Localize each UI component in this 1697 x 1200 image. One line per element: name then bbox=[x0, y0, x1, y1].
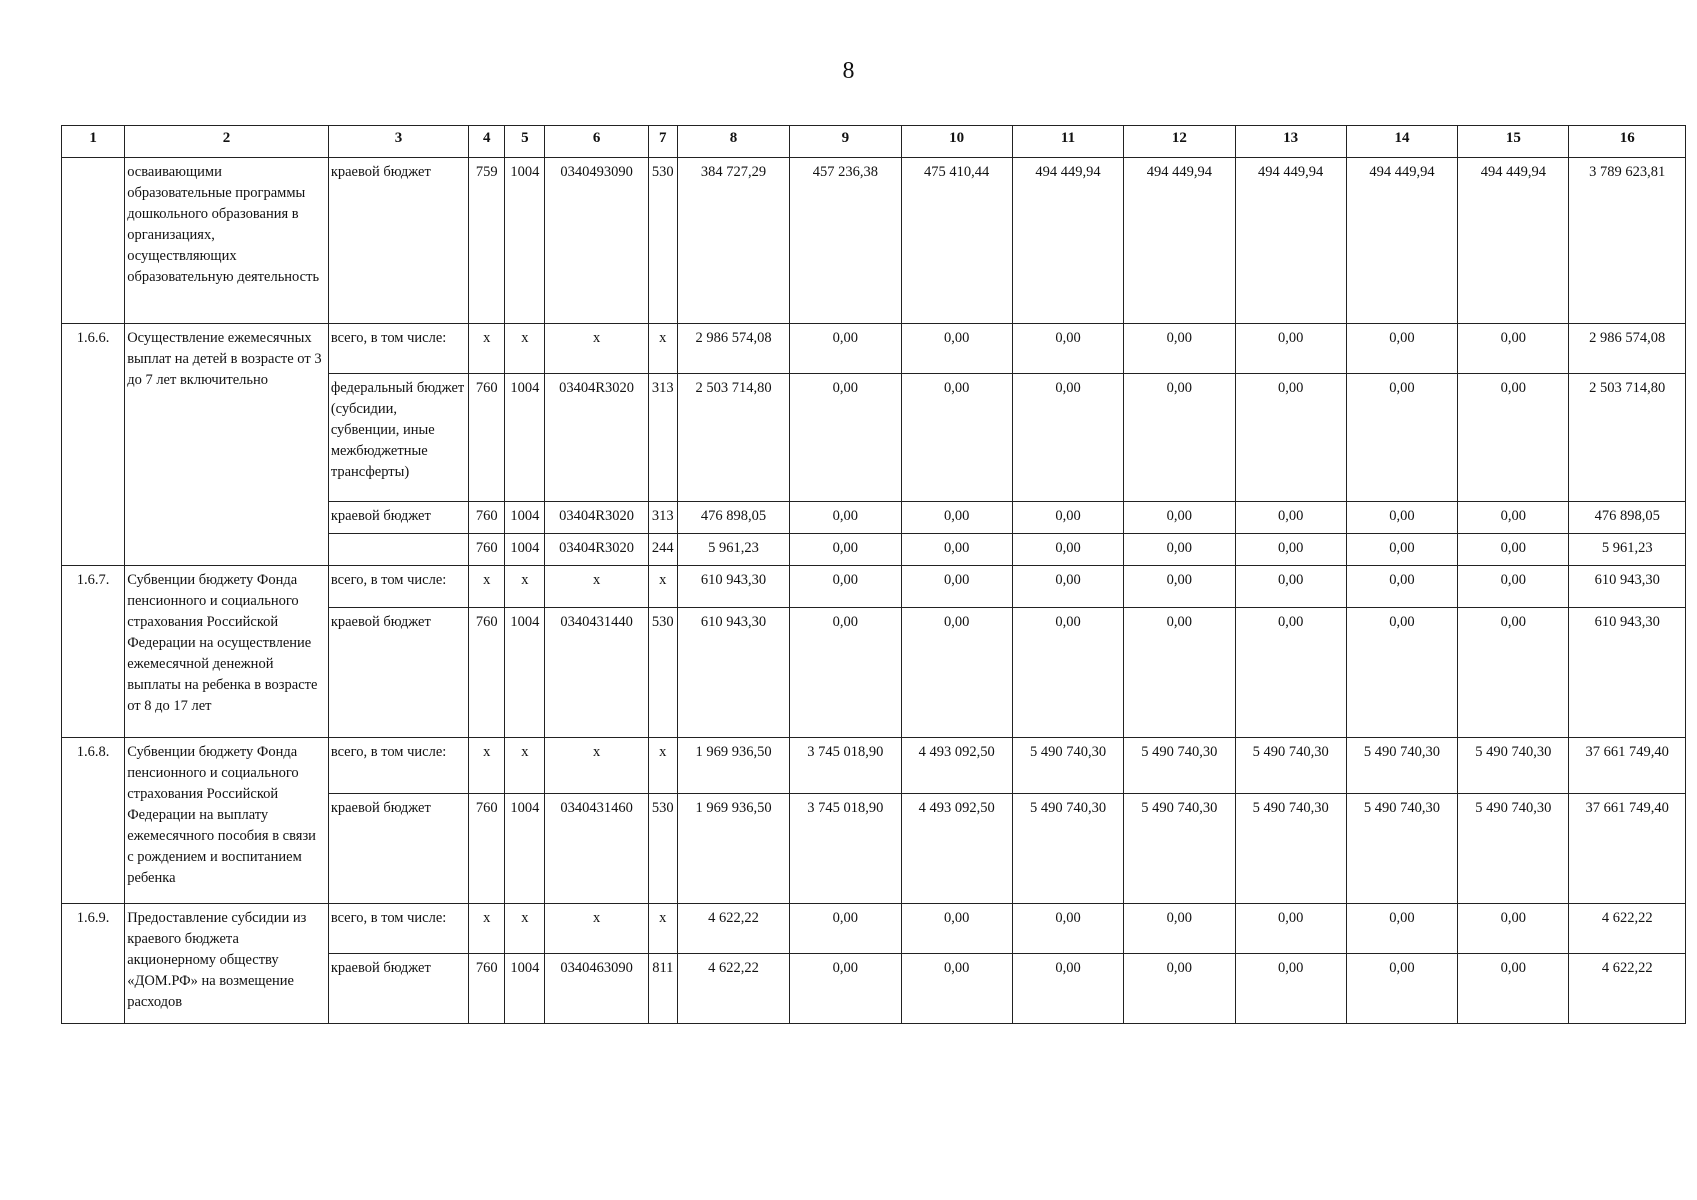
value-col-12: 0,00 bbox=[1124, 534, 1235, 566]
code-col-5: 1004 bbox=[505, 534, 545, 566]
value-col-15: 0,00 bbox=[1458, 324, 1569, 374]
code-col-7: 313 bbox=[648, 374, 677, 502]
value-col-9: 0,00 bbox=[790, 954, 901, 1024]
code-col-5: x bbox=[505, 324, 545, 374]
code-col-5: 1004 bbox=[505, 794, 545, 904]
column-header-14: 14 bbox=[1346, 126, 1457, 158]
value-col-9: 0,00 bbox=[790, 324, 901, 374]
funding-source: всего, в том числе: bbox=[328, 738, 468, 794]
value-col-8: 1 969 936,50 bbox=[677, 794, 789, 904]
value-col-14: 0,00 bbox=[1346, 954, 1457, 1024]
value-col-10: 0,00 bbox=[901, 502, 1012, 534]
value-col-8: 5 961,23 bbox=[677, 534, 789, 566]
funding-source: краевой бюджет bbox=[328, 158, 468, 324]
row-number: 1.6.8. bbox=[62, 738, 125, 904]
row-number: 1.6.7. bbox=[62, 566, 125, 738]
column-header-11: 11 bbox=[1012, 126, 1123, 158]
value-col-14: 0,00 bbox=[1346, 374, 1457, 502]
value-col-8: 476 898,05 bbox=[677, 502, 789, 534]
header-row bbox=[62, 126, 1686, 158]
value-col-16: 2 986 574,08 bbox=[1569, 324, 1686, 374]
column-header-15: 15 bbox=[1458, 126, 1569, 158]
code-col-7: x bbox=[648, 566, 677, 608]
value-col-15: 494 449,94 bbox=[1458, 158, 1569, 324]
code-col-4: 760 bbox=[469, 502, 505, 534]
code-col-5: x bbox=[505, 566, 545, 608]
column-header-10: 10 bbox=[901, 126, 1012, 158]
code-col-6: 0340431440 bbox=[545, 608, 648, 738]
value-col-13: 0,00 bbox=[1235, 608, 1346, 738]
funding-source: краевой бюджет bbox=[328, 794, 468, 904]
value-col-11: 0,00 bbox=[1012, 502, 1123, 534]
value-col-11: 0,00 bbox=[1012, 566, 1123, 608]
value-col-13: 0,00 bbox=[1235, 374, 1346, 502]
value-col-16: 3 789 623,81 bbox=[1569, 158, 1686, 324]
funding-source: краевой бюджет bbox=[328, 608, 468, 738]
value-col-10: 0,00 bbox=[901, 566, 1012, 608]
value-col-13: 0,00 bbox=[1235, 904, 1346, 954]
value-col-10: 0,00 bbox=[901, 534, 1012, 566]
value-col-10: 0,00 bbox=[901, 954, 1012, 1024]
funding-source: всего, в том числе: bbox=[328, 324, 468, 374]
value-col-11: 0,00 bbox=[1012, 954, 1123, 1024]
code-col-6: 03404R3020 bbox=[545, 374, 648, 502]
column-header-1: 1 bbox=[62, 126, 125, 158]
value-col-13: 5 490 740,30 bbox=[1235, 738, 1346, 794]
value-col-11: 0,00 bbox=[1012, 534, 1123, 566]
value-col-15: 0,00 bbox=[1458, 566, 1569, 608]
table-row bbox=[62, 566, 1686, 608]
value-col-14: 5 490 740,30 bbox=[1346, 738, 1457, 794]
value-col-15: 0,00 bbox=[1458, 502, 1569, 534]
code-col-6: x bbox=[545, 566, 648, 608]
code-col-4: 760 bbox=[469, 954, 505, 1024]
code-col-7: x bbox=[648, 738, 677, 794]
value-col-13: 0,00 bbox=[1235, 502, 1346, 534]
value-col-15: 0,00 bbox=[1458, 534, 1569, 566]
column-header-13: 13 bbox=[1235, 126, 1346, 158]
value-col-12: 0,00 bbox=[1124, 566, 1235, 608]
value-col-14: 494 449,94 bbox=[1346, 158, 1457, 324]
row-number: 1.6.6. bbox=[62, 324, 125, 566]
funding-source: всего, в том числе: bbox=[328, 904, 468, 954]
code-col-7: x bbox=[648, 324, 677, 374]
code-col-4: x bbox=[469, 324, 505, 374]
column-header-5: 5 bbox=[505, 126, 545, 158]
code-col-6: 03404R3020 bbox=[545, 502, 648, 534]
code-col-4: 760 bbox=[469, 534, 505, 566]
value-col-12: 0,00 bbox=[1124, 904, 1235, 954]
table-body bbox=[62, 158, 1686, 1024]
value-col-15: 0,00 bbox=[1458, 608, 1569, 738]
code-col-4: x bbox=[469, 904, 505, 954]
code-col-4: 760 bbox=[469, 608, 505, 738]
row-number bbox=[62, 158, 125, 324]
table-row bbox=[62, 904, 1686, 954]
value-col-16: 37 661 749,40 bbox=[1569, 738, 1686, 794]
code-col-6: 03404R3020 bbox=[545, 534, 648, 566]
value-col-11: 0,00 bbox=[1012, 324, 1123, 374]
code-col-6: x bbox=[545, 904, 648, 954]
value-col-14: 5 490 740,30 bbox=[1346, 794, 1457, 904]
value-col-11: 0,00 bbox=[1012, 374, 1123, 502]
value-col-10: 4 493 092,50 bbox=[901, 738, 1012, 794]
value-col-14: 0,00 bbox=[1346, 608, 1457, 738]
value-col-10: 0,00 bbox=[901, 324, 1012, 374]
column-header-9: 9 bbox=[790, 126, 901, 158]
code-col-6: 0340431460 bbox=[545, 794, 648, 904]
code-col-7: 530 bbox=[648, 608, 677, 738]
code-col-6: 0340493090 bbox=[545, 158, 648, 324]
value-col-16: 4 622,22 bbox=[1569, 954, 1686, 1024]
code-col-6: 0340463090 bbox=[545, 954, 648, 1024]
value-col-9: 0,00 bbox=[790, 566, 901, 608]
value-col-10: 475 410,44 bbox=[901, 158, 1012, 324]
code-col-7: 811 bbox=[648, 954, 677, 1024]
value-col-16: 37 661 749,40 bbox=[1569, 794, 1686, 904]
activity-name: Субвенции бюджету Фонда пенсионного и социального страхования Российской Федерации на осуществление ежемесячной денежной выплаты на ребенка в возрасте от 8 до 17 лет bbox=[125, 566, 329, 738]
value-col-12: 494 449,94 bbox=[1124, 158, 1235, 324]
code-col-5: 1004 bbox=[505, 502, 545, 534]
value-col-15: 5 490 740,30 bbox=[1458, 794, 1569, 904]
value-col-12: 0,00 bbox=[1124, 608, 1235, 738]
value-col-14: 0,00 bbox=[1346, 534, 1457, 566]
value-col-8: 4 622,22 bbox=[677, 904, 789, 954]
value-col-8: 384 727,29 bbox=[677, 158, 789, 324]
value-col-13: 0,00 bbox=[1235, 324, 1346, 374]
value-col-9: 457 236,38 bbox=[790, 158, 901, 324]
column-header-6: 6 bbox=[545, 126, 648, 158]
value-col-11: 494 449,94 bbox=[1012, 158, 1123, 324]
page-number: 8 bbox=[842, 58, 855, 84]
activity-name: осваивающими образовательные программы дошкольного образования в организациях, осуществляющих образовательную деятельность bbox=[125, 158, 329, 324]
funding-source: краевой бюджет bbox=[328, 954, 468, 1024]
funding-source: федеральный бюджет (субсидии, субвенции, иные межбюджетные трансферты) bbox=[328, 374, 468, 502]
value-col-11: 0,00 bbox=[1012, 608, 1123, 738]
value-col-12: 0,00 bbox=[1124, 954, 1235, 1024]
value-col-11: 0,00 bbox=[1012, 904, 1123, 954]
value-col-16: 610 943,30 bbox=[1569, 608, 1686, 738]
table-row bbox=[62, 158, 1686, 324]
table-row bbox=[62, 738, 1686, 794]
table-header bbox=[62, 126, 1686, 158]
value-col-10: 0,00 bbox=[901, 904, 1012, 954]
column-header-4: 4 bbox=[469, 126, 505, 158]
code-col-4: 759 bbox=[469, 158, 505, 324]
code-col-4: x bbox=[469, 738, 505, 794]
value-col-15: 0,00 bbox=[1458, 954, 1569, 1024]
code-col-7: 530 bbox=[648, 794, 677, 904]
code-col-7: x bbox=[648, 904, 677, 954]
value-col-10: 0,00 bbox=[901, 374, 1012, 502]
code-col-5: x bbox=[505, 904, 545, 954]
value-col-8: 2 503 714,80 bbox=[677, 374, 789, 502]
value-col-8: 610 943,30 bbox=[677, 566, 789, 608]
value-col-9: 0,00 bbox=[790, 608, 901, 738]
value-col-9: 0,00 bbox=[790, 502, 901, 534]
value-col-10: 4 493 092,50 bbox=[901, 794, 1012, 904]
column-header-2: 2 bbox=[125, 126, 329, 158]
activity-name: Осуществление ежемесячных выплат на детей в возрасте от 3 до 7 лет включительно bbox=[125, 324, 329, 566]
column-header-3: 3 bbox=[328, 126, 468, 158]
value-col-12: 5 490 740,30 bbox=[1124, 738, 1235, 794]
value-col-12: 0,00 bbox=[1124, 374, 1235, 502]
value-col-8: 2 986 574,08 bbox=[677, 324, 789, 374]
budget-table bbox=[61, 125, 1686, 1024]
value-col-16: 2 503 714,80 bbox=[1569, 374, 1686, 502]
code-col-4: 760 bbox=[469, 374, 505, 502]
value-col-12: 5 490 740,30 bbox=[1124, 794, 1235, 904]
column-header-12: 12 bbox=[1124, 126, 1235, 158]
column-header-8: 8 bbox=[677, 126, 789, 158]
value-col-9: 0,00 bbox=[790, 904, 901, 954]
code-col-7: 530 bbox=[648, 158, 677, 324]
code-col-5: 1004 bbox=[505, 608, 545, 738]
activity-name: Субвенции бюджету Фонда пенсионного и социального страхования Российской Федерации на выплату ежемесячного пособия в связи с рождением и воспитанием ребенка bbox=[125, 738, 329, 904]
value-col-15: 0,00 bbox=[1458, 374, 1569, 502]
value-col-11: 5 490 740,30 bbox=[1012, 794, 1123, 904]
value-col-9: 0,00 bbox=[790, 534, 901, 566]
value-col-16: 610 943,30 bbox=[1569, 566, 1686, 608]
value-col-9: 3 745 018,90 bbox=[790, 794, 901, 904]
value-col-13: 5 490 740,30 bbox=[1235, 794, 1346, 904]
value-col-9: 3 745 018,90 bbox=[790, 738, 901, 794]
code-col-4: x bbox=[469, 566, 505, 608]
funding-source: краевой бюджет bbox=[328, 502, 468, 534]
value-col-14: 0,00 bbox=[1346, 502, 1457, 534]
value-col-8: 610 943,30 bbox=[677, 608, 789, 738]
value-col-15: 0,00 bbox=[1458, 904, 1569, 954]
value-col-16: 5 961,23 bbox=[1569, 534, 1686, 566]
value-col-16: 476 898,05 bbox=[1569, 502, 1686, 534]
code-col-5: x bbox=[505, 738, 545, 794]
row-number: 1.6.9. bbox=[62, 904, 125, 1024]
code-col-6: x bbox=[545, 324, 648, 374]
code-col-6: x bbox=[545, 738, 648, 794]
value-col-13: 494 449,94 bbox=[1235, 158, 1346, 324]
funding-source bbox=[328, 534, 468, 566]
value-col-13: 0,00 bbox=[1235, 534, 1346, 566]
value-col-15: 5 490 740,30 bbox=[1458, 738, 1569, 794]
code-col-7: 244 bbox=[648, 534, 677, 566]
value-col-12: 0,00 bbox=[1124, 502, 1235, 534]
value-col-12: 0,00 bbox=[1124, 324, 1235, 374]
value-col-14: 0,00 bbox=[1346, 566, 1457, 608]
value-col-13: 0,00 bbox=[1235, 566, 1346, 608]
value-col-14: 0,00 bbox=[1346, 324, 1457, 374]
table-row bbox=[62, 324, 1686, 374]
funding-source: всего, в том числе: bbox=[328, 566, 468, 608]
code-col-7: 313 bbox=[648, 502, 677, 534]
value-col-14: 0,00 bbox=[1346, 904, 1457, 954]
column-header-7: 7 bbox=[648, 126, 677, 158]
code-col-5: 1004 bbox=[505, 158, 545, 324]
value-col-11: 5 490 740,30 bbox=[1012, 738, 1123, 794]
value-col-8: 1 969 936,50 bbox=[677, 738, 789, 794]
code-col-4: 760 bbox=[469, 794, 505, 904]
value-col-10: 0,00 bbox=[901, 608, 1012, 738]
value-col-9: 0,00 bbox=[790, 374, 901, 502]
value-col-13: 0,00 bbox=[1235, 954, 1346, 1024]
code-col-5: 1004 bbox=[505, 954, 545, 1024]
column-header-16: 16 bbox=[1569, 126, 1686, 158]
code-col-5: 1004 bbox=[505, 374, 545, 502]
activity-name: Предоставление субсидии из краевого бюджета акционерному обществу «ДОМ.РФ» на возмещение расходов bbox=[125, 904, 329, 1024]
value-col-8: 4 622,22 bbox=[677, 954, 789, 1024]
value-col-16: 4 622,22 bbox=[1569, 904, 1686, 954]
